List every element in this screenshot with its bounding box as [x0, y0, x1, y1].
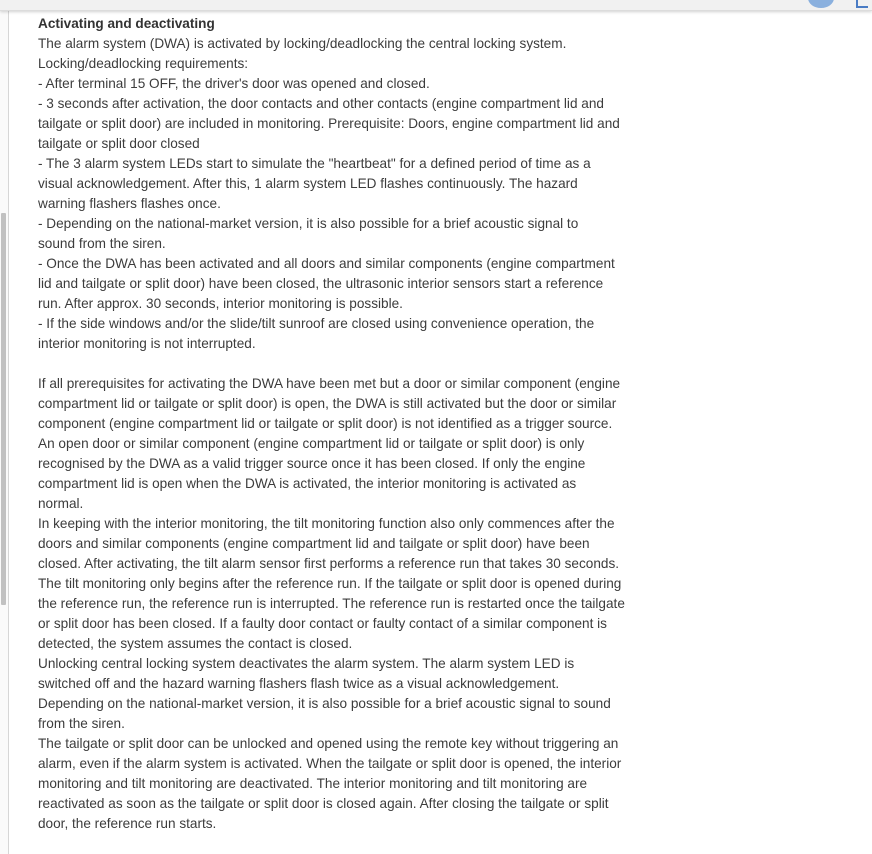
text-line: Unlocking central locking system deactivates the alarm system. The alarm system LED is	[38, 656, 575, 671]
text-line: doors and similar components (engine compartment lid and tailgate or split door) have been	[38, 536, 590, 551]
scrollbar-track[interactable]	[0, 10, 9, 854]
paragraph-gap	[38, 354, 664, 374]
text-line: from the siren.	[38, 716, 125, 731]
text-line: reactivated as soon as the tailgate or split door is closed again. After closing the tailgate or split	[38, 796, 609, 811]
text-line: The alarm system (DWA) is activated by locking/deadlocking the central locking system.	[38, 36, 567, 51]
avatar[interactable]	[808, 0, 834, 8]
text-line: Depending on the national-market version, it is also possible for a brief acoustic signal to sound	[38, 696, 611, 711]
text-line: - After terminal 15 OFF, the driver's door was opened and closed.	[38, 76, 430, 91]
text-line: Locking/deadlocking requirements:	[38, 56, 249, 71]
text-line: If all prerequisites for activating the DWA have been met but a door or similar component (engine	[38, 376, 621, 391]
text-line: tailgate or split door closed	[38, 136, 200, 151]
text-line: detected, the system assumes the contact is closed.	[38, 636, 353, 651]
text-line: In keeping with the interior monitoring, the tilt monitoring function also only commences after the	[38, 516, 615, 531]
text-line: recognised by the DWA as a valid trigger source once it has been closed. If only the engine	[38, 456, 586, 471]
text-line: alarm, even if the alarm system is activated. When the tailgate or split door is opened, the interior	[38, 756, 622, 771]
text-line: or split door has been closed. If a faulty door contact or faulty contact of a similar component is	[38, 616, 607, 631]
text-line: sound from the siren.	[38, 236, 166, 251]
top-toolbar	[0, 0, 872, 11]
text-line: - Depending on the national-market version, it is also possible for a brief acoustic signal to	[38, 216, 579, 231]
text-line: the reference run, the reference run is interrupted. The reference run is restarted once the tailgate	[38, 596, 625, 611]
scrollbar-thumb[interactable]	[1, 213, 6, 605]
text-line: switched off and the hazard warning flashers flash twice as a visual acknowledgement.	[38, 676, 560, 691]
text-line: door, the reference run starts.	[38, 816, 217, 831]
text-line: An open door or similar component (engine compartment lid or tailgate or split door) is only	[38, 436, 585, 451]
menu-icon-bar	[856, 6, 868, 8]
text-line: closed. After activating, the tilt alarm sensor first performs a reference run that takes 30 seconds.	[38, 556, 620, 571]
text-line: component (engine compartment lid or tailgate or split door) is not identified as a trigger source.	[38, 416, 613, 431]
text-line: lid and tailgate or split door) have been closed, the ultrasonic interior sensors start a reference	[38, 276, 604, 291]
text-line: warning flashers flashes once.	[38, 196, 221, 211]
text-line: monitoring and tilt monitoring are deactivated. The interior monitoring and tilt monitoring are	[38, 776, 588, 791]
paragraph-lines	[38, 34, 664, 834]
text-line: interior monitoring is not interrupted.	[38, 336, 256, 351]
text-line: The tailgate or split door can be unlocked and opened using the remote key without triggering an	[38, 736, 619, 751]
text-line: compartment lid or tailgate or split door) is open, the DWA is still activated but the door or similar	[38, 396, 617, 411]
text-line: compartment lid is open when the DWA is activated, the interior monitoring is activated as	[38, 476, 577, 491]
text-line: - If the side windows and/or the slide/tilt sunroof are closed using convenience operation, the	[38, 316, 595, 331]
text-line: visual acknowledgement. After this, 1 alarm system LED flashes continuously. The hazard	[38, 176, 578, 191]
text-line: - 3 seconds after activation, the door contacts and other contacts (engine compartment lid and	[38, 96, 604, 111]
text-line: - The 3 alarm system LEDs start to simulate the "heartbeat" for a defined period of time as a	[38, 156, 591, 171]
text-line: run. After approx. 30 seconds, interior monitoring is possible.	[38, 296, 403, 311]
text-line: The tilt monitoring only begins after the reference run. If the tailgate or split door is opened during	[38, 576, 622, 591]
text-line: normal.	[38, 496, 84, 511]
text-line: - Once the DWA has been activated and all doors and similar components (engine compartment	[38, 256, 615, 271]
text-line: tailgate or split door) are included in monitoring. Prerequisite: Doors, engine compartment lid and	[38, 116, 620, 131]
document-body	[38, 14, 664, 834]
section-title: Activating and deactivating	[38, 16, 215, 31]
